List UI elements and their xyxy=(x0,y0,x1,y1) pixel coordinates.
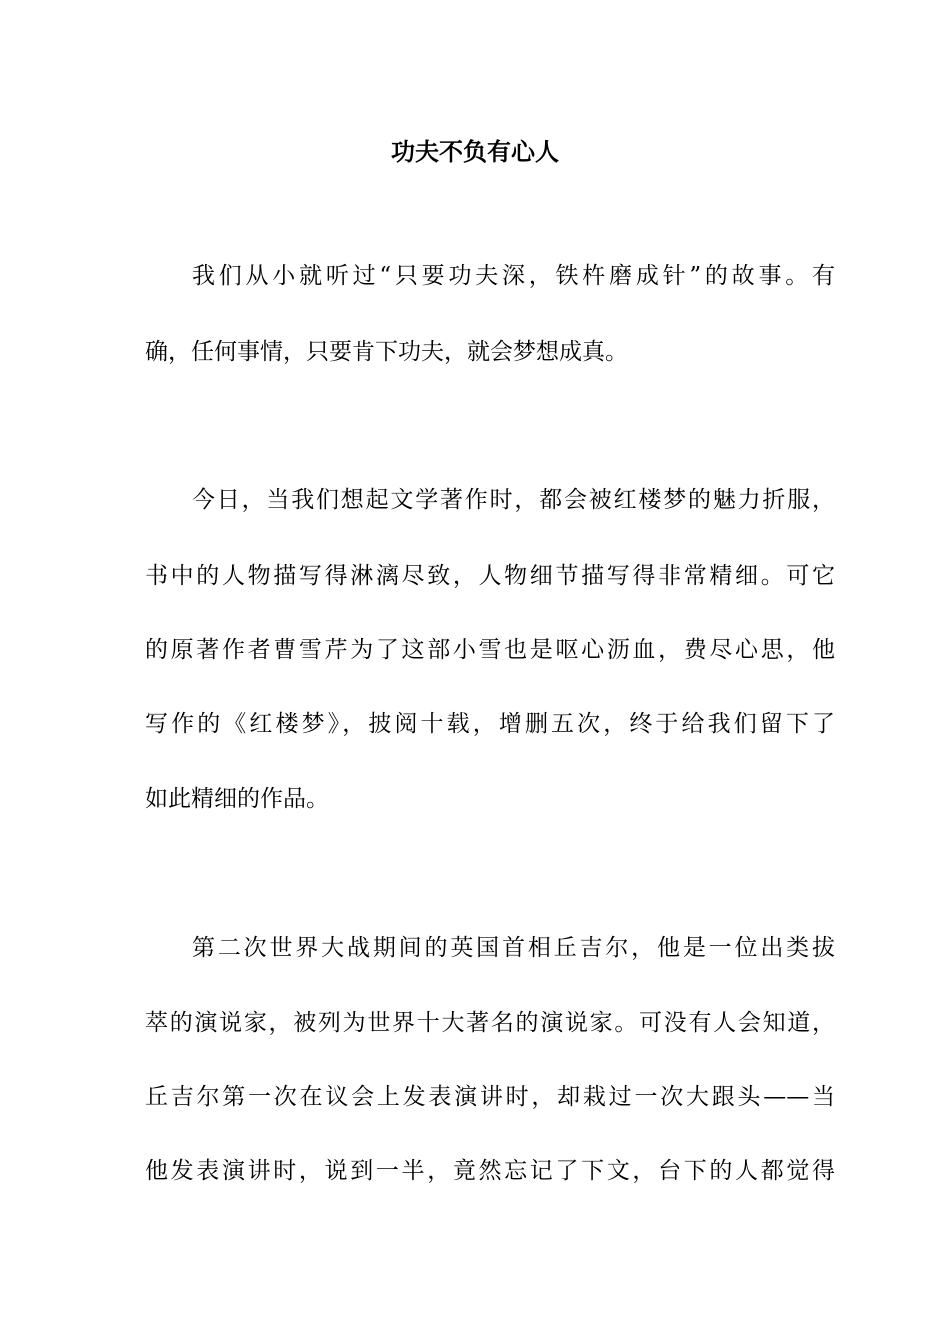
paragraph-2-line-1: 今日，当我们想起文学著作时，都会被红楼梦的魅力折服， xyxy=(192,487,835,513)
paragraph-3-line-1: 第二次世界大战期间的英国首相丘吉尔，他是一位出类拔 xyxy=(192,935,835,961)
paragraph-3-line-3: 丘吉尔第一次在议会上发表演讲时，却栽过一次大跟头——当 xyxy=(145,1084,835,1110)
paragraph-2-line-4: 写作的《红楼梦》，披阅十载，增删五次，终于给我们留下了 xyxy=(145,711,835,737)
paragraph-2-line-5: 如此精细的作品。 xyxy=(145,786,329,812)
paragraph-3-line-2: 萃的演说家，被列为世界十大著名的演说家。可没有人会知道， xyxy=(145,1010,835,1036)
paragraph-3-line-4: 他发表演讲时，说到一半，竟然忘记了下文，台下的人都觉得 xyxy=(145,1158,835,1184)
paragraph-1-line-2: 确，任何事情，只要肯下功夫，就会梦想成真。 xyxy=(145,339,628,365)
paragraph-2-line-3: 的原著作者曹雪芹为了这部小雪也是呕心沥血，费尽心思，他 xyxy=(145,637,835,663)
paragraph-1-line-1: 我们从小就听过“只要功夫深，铁杵磨成针”的故事。有 xyxy=(192,263,835,289)
document-title: 功夫不负有心人 xyxy=(391,137,559,166)
paragraph-2-line-2: 书中的人物描写得淋漓尽致，人物细节描写得非常精细。可它 xyxy=(145,563,835,589)
